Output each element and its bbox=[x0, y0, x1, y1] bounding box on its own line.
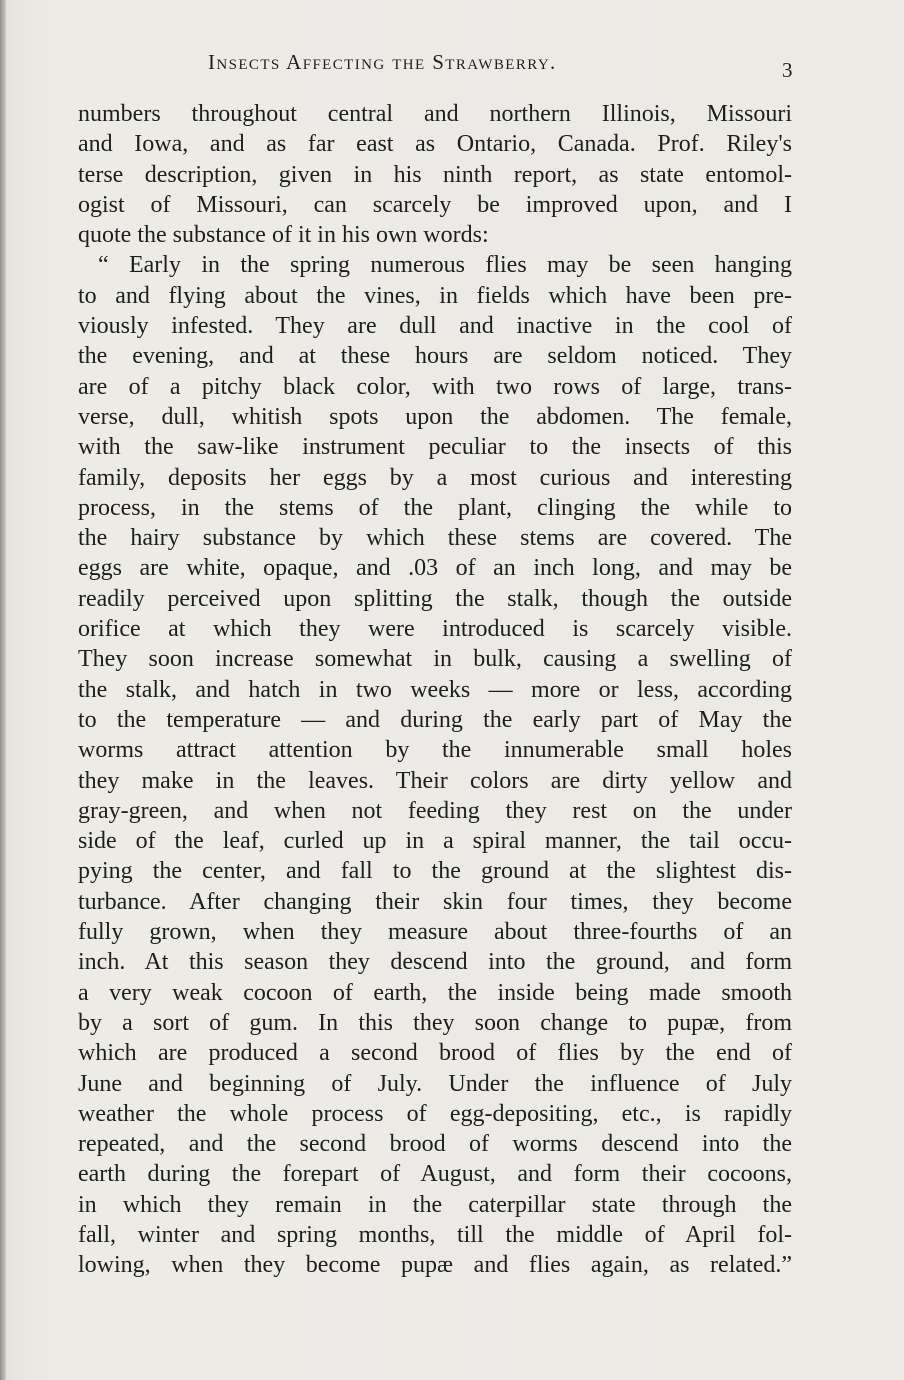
text-line: viously infested. They are dull and inactive in the cool of bbox=[78, 313, 792, 340]
text-line: readily perceived upon splitting the stalk, though the outside bbox=[78, 585, 792, 612]
text-line: a very weak cocoon of earth, the inside being made smooth bbox=[78, 979, 792, 1006]
text-line: which are produced a second brood of flies by the end of bbox=[78, 1040, 792, 1067]
text-line: the hairy substance by which these stems are covered. The bbox=[78, 525, 792, 552]
text-line: lowing, when they become pupæ and flies again, as related.” bbox=[78, 1252, 792, 1279]
text-line: the evening, and at these hours are seldom noticed. They bbox=[78, 343, 792, 370]
text-line: ogist of Missouri, can scarcely be improved upon, and I bbox=[78, 191, 792, 218]
text-line: the stalk, and hatch in two weeks — more or less, according bbox=[78, 676, 792, 703]
text-line: They soon increase somewhat in bulk, causing a swelling of bbox=[78, 646, 792, 673]
body-text bbox=[78, 99, 792, 1281]
text-line: “ Early in the spring numerous flies may be seen hanging bbox=[98, 252, 792, 279]
text-line: earth during the forepart of August, and form their cocoons, bbox=[78, 1161, 792, 1188]
text-line: fully grown, when they measure about three-fourths of an bbox=[78, 919, 792, 946]
page-number: 3 bbox=[782, 58, 793, 82]
text-line: gray-green, and when not feeding they rest on the under bbox=[78, 797, 792, 824]
text-line: to the temperature — and during the early part of May the bbox=[78, 706, 792, 733]
text-line: terse description, given in his ninth report, as state entomol- bbox=[78, 161, 792, 188]
text-line: weather the whole process of egg-depositing, etc., is rapidly bbox=[78, 1100, 792, 1127]
text-line: June and beginning of July. Under the influence of July bbox=[78, 1070, 792, 1097]
text-line: with the saw-like instrument peculiar to the insects of this bbox=[78, 434, 792, 461]
text-line: turbance. After changing their skin four times, they become bbox=[78, 888, 792, 915]
running-title: Insects Affecting the Strawberry. bbox=[208, 50, 557, 74]
text-line: to and flying about the vines, in fields which have been pre- bbox=[78, 282, 792, 309]
text-line: inch. At this season they descend into the ground, and form bbox=[78, 949, 792, 976]
text-line: and Iowa, and as far east as Ontario, Canada. Prof. Riley's bbox=[78, 131, 792, 158]
page-edge bbox=[0, 0, 6, 1380]
text-line: family, deposits her eggs by a most curious and interesting bbox=[78, 464, 792, 491]
text-line: pying the center, and fall to the ground at the slightest dis- bbox=[78, 858, 792, 885]
text-line: quote the substance of it in his own words: bbox=[78, 222, 489, 249]
text-line: in which they remain in the caterpillar state through the bbox=[78, 1191, 792, 1218]
text-line: process, in the stems of the plant, clinging the while to bbox=[78, 494, 792, 521]
text-line: verse, dull, whitish spots upon the abdomen. The female, bbox=[78, 403, 792, 430]
text-line: they make in the leaves. Their colors are dirty yellow and bbox=[78, 767, 792, 794]
text-line: repeated, and the second brood of worms descend into the bbox=[78, 1131, 792, 1158]
text-line: side of the leaf, curled up in a spiral manner, the tail occu- bbox=[78, 828, 792, 855]
text-line: are of a pitchy black color, with two rows of large, trans- bbox=[78, 373, 792, 400]
text-line: numbers throughout central and northern Illinois, Missouri bbox=[78, 101, 792, 127]
text-line: orifice at which they were introduced is scarcely visible. bbox=[78, 616, 792, 643]
text-line: worms attract attention by the innumerable small holes bbox=[78, 737, 792, 764]
text-line: eggs are white, opaque, and .03 of an inch long, and may be bbox=[78, 555, 792, 582]
text-line: by a sort of gum. In this they soon change to pupæ, from bbox=[78, 1009, 792, 1036]
text-line: fall, winter and spring months, till the middle of April fol- bbox=[78, 1221, 792, 1248]
